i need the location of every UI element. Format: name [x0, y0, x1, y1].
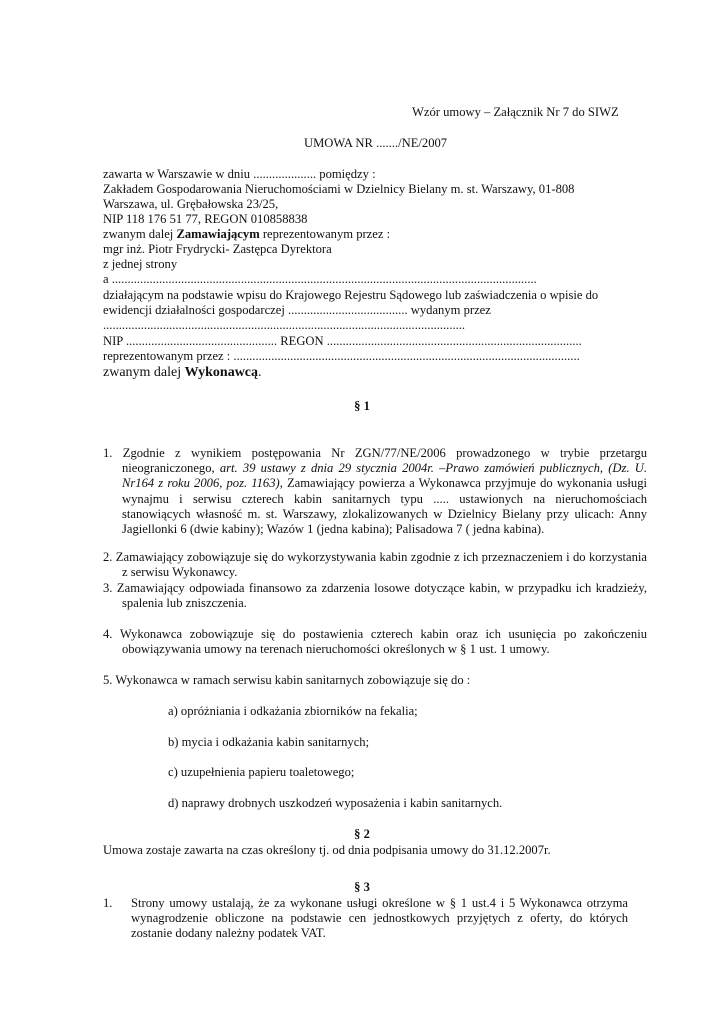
s1-item-d: d) naprawy drobnych uszkodzeń wyposażenia i kabin sanitarnych.	[168, 796, 503, 810]
party-line-9: działającym na podstawie wpisu do Krajowego Rejestru Sądowego lub zaświadczenia o wpisie do	[103, 288, 599, 302]
party-line-12: NIP ................................................ REGON .................................................................................	[103, 334, 582, 348]
party-line-10: ewidencji działalności gospodarczej ...................................... wydanym przez	[103, 303, 491, 317]
party-line-11: ...................................................................................................................	[103, 318, 466, 332]
section-1-heading: § 1	[354, 399, 370, 413]
s1-item-a: a) opróżniania i odkażania zbiorników na fekalia;	[168, 704, 418, 718]
section-3-heading: § 3	[354, 880, 370, 894]
attachment-note: Wzór umowy – Załącznik Nr 7 do SIWZ	[412, 105, 619, 119]
wykonawca-term: Wykonawcą	[184, 365, 259, 380]
party-line-6: mgr inż. Piotr Frydrycki- Zastępca Dyrektora	[103, 242, 332, 256]
zamawiajacy-term: Zamawiającym	[176, 227, 260, 241]
party-line-1: zawarta w Warszawie w dniu .................... pomiędzy :	[103, 167, 376, 181]
s1-point-5: 5. Wykonawca w ramach serwisu kabin sanitarnych zobowiązuje się do :	[103, 673, 471, 687]
contract-title: UMOWA NR ......./NE/2007	[304, 136, 448, 150]
party-line-5-pre: zwanym dalej	[103, 227, 177, 241]
s1-point-3: 3. Zamawiający odpowiada finansowo za zdarzenia losowe dotyczące kabin, w przypadku ich kradzieży, spalenia lub zniszczenia.	[103, 581, 647, 611]
s2-text: Umowa zostaje zawarta na czas określony tj. od dnia podpisania umowy do 31.12.2007r.	[103, 843, 551, 857]
party-line-7: z jednej strony	[103, 257, 178, 271]
party-line-13: reprezentowanym przez : ..............................................................................................................	[103, 349, 580, 363]
party-line-5-post: reprezentowanym przez :	[259, 227, 391, 241]
s1-point-4: 4. Wykonawca zobowiązuje się do postawienia czterech kabin oraz ich usunięcia po zakończeniu obowiązywania umowy na terenach nieruchomości określonych w § 1 ust. 1 umowy.	[103, 627, 647, 657]
party-line-5	[103, 227, 390, 242]
s1-item-c: c) uzupełnienia papieru toaletowego;	[168, 765, 355, 779]
party-line-8: a .......................................................................................................................................	[103, 272, 537, 286]
s3-point-1: Strony umowy ustalają, że za wykonane usługi określone w § 1 ust.4 i 5 Wykonawca otrzyma wynagrodzenie obliczone na podstawie cen jednostkowych przyjętych z oferty, do których zostanie dodany należny podatek VAT.	[131, 896, 628, 941]
party-line-2: Zakładem Gospodarowania Nieruchomościami w Dzielnicy Bielany m. st. Warszawy, 01-808	[103, 182, 575, 196]
party-line-14-post: .	[258, 365, 262, 380]
party-line-3: Warszawa, ul. Grębałowska 23/25,	[103, 197, 279, 211]
party-line-14	[103, 365, 262, 380]
party-line-14-pre: zwanym dalej	[103, 365, 185, 380]
s1-point-1	[103, 446, 647, 537]
s1-point-1-text-a: 1. Zgodnie z wynikiem postępowania Nr ZGN/77/NE/2006 prowadzonego w trybie przetargu nieograniczonego,	[103, 446, 647, 476]
party-line-4: NIP 118 176 51 77, REGON 010858838	[103, 212, 308, 226]
s1-item-b: b) mycia i odkażania kabin sanitarnych;	[168, 735, 370, 749]
s3-point-1-number: 1.	[103, 896, 113, 910]
s1-point-2: 2. Zamawiający zobowiązuje się do wykorzystywania kabin zgodnie z ich przeznaczeniem i do korzystania z serwisu Wykonawcy.	[103, 550, 647, 580]
section-2-heading: § 2	[354, 827, 370, 841]
s1-point-1-legal-reference: art. 39 ustawy z dnia 29 stycznia 2004r. –Prawo zamówień publicznych, (Dz. U. Nr164 z roku 2006, poz. 1163),	[122, 461, 647, 491]
s1-point-1-text-b: Zamawiający powierza a Wykonawca przyjmuje do wykonania usługi wynajmu i serwisu czterech kabin sanitarnych typu ..... ustawionych na nieruchomościach stanowiących własność m. st. Warszawy, zlokalizowanych w Dzielnicy Bielany przy ulicach: Anny Jagiellonki 6 (dwie kabiny); Wazów 1 (jedna kabina); Palisadowa 7 ( jedna kabina).	[122, 476, 647, 537]
